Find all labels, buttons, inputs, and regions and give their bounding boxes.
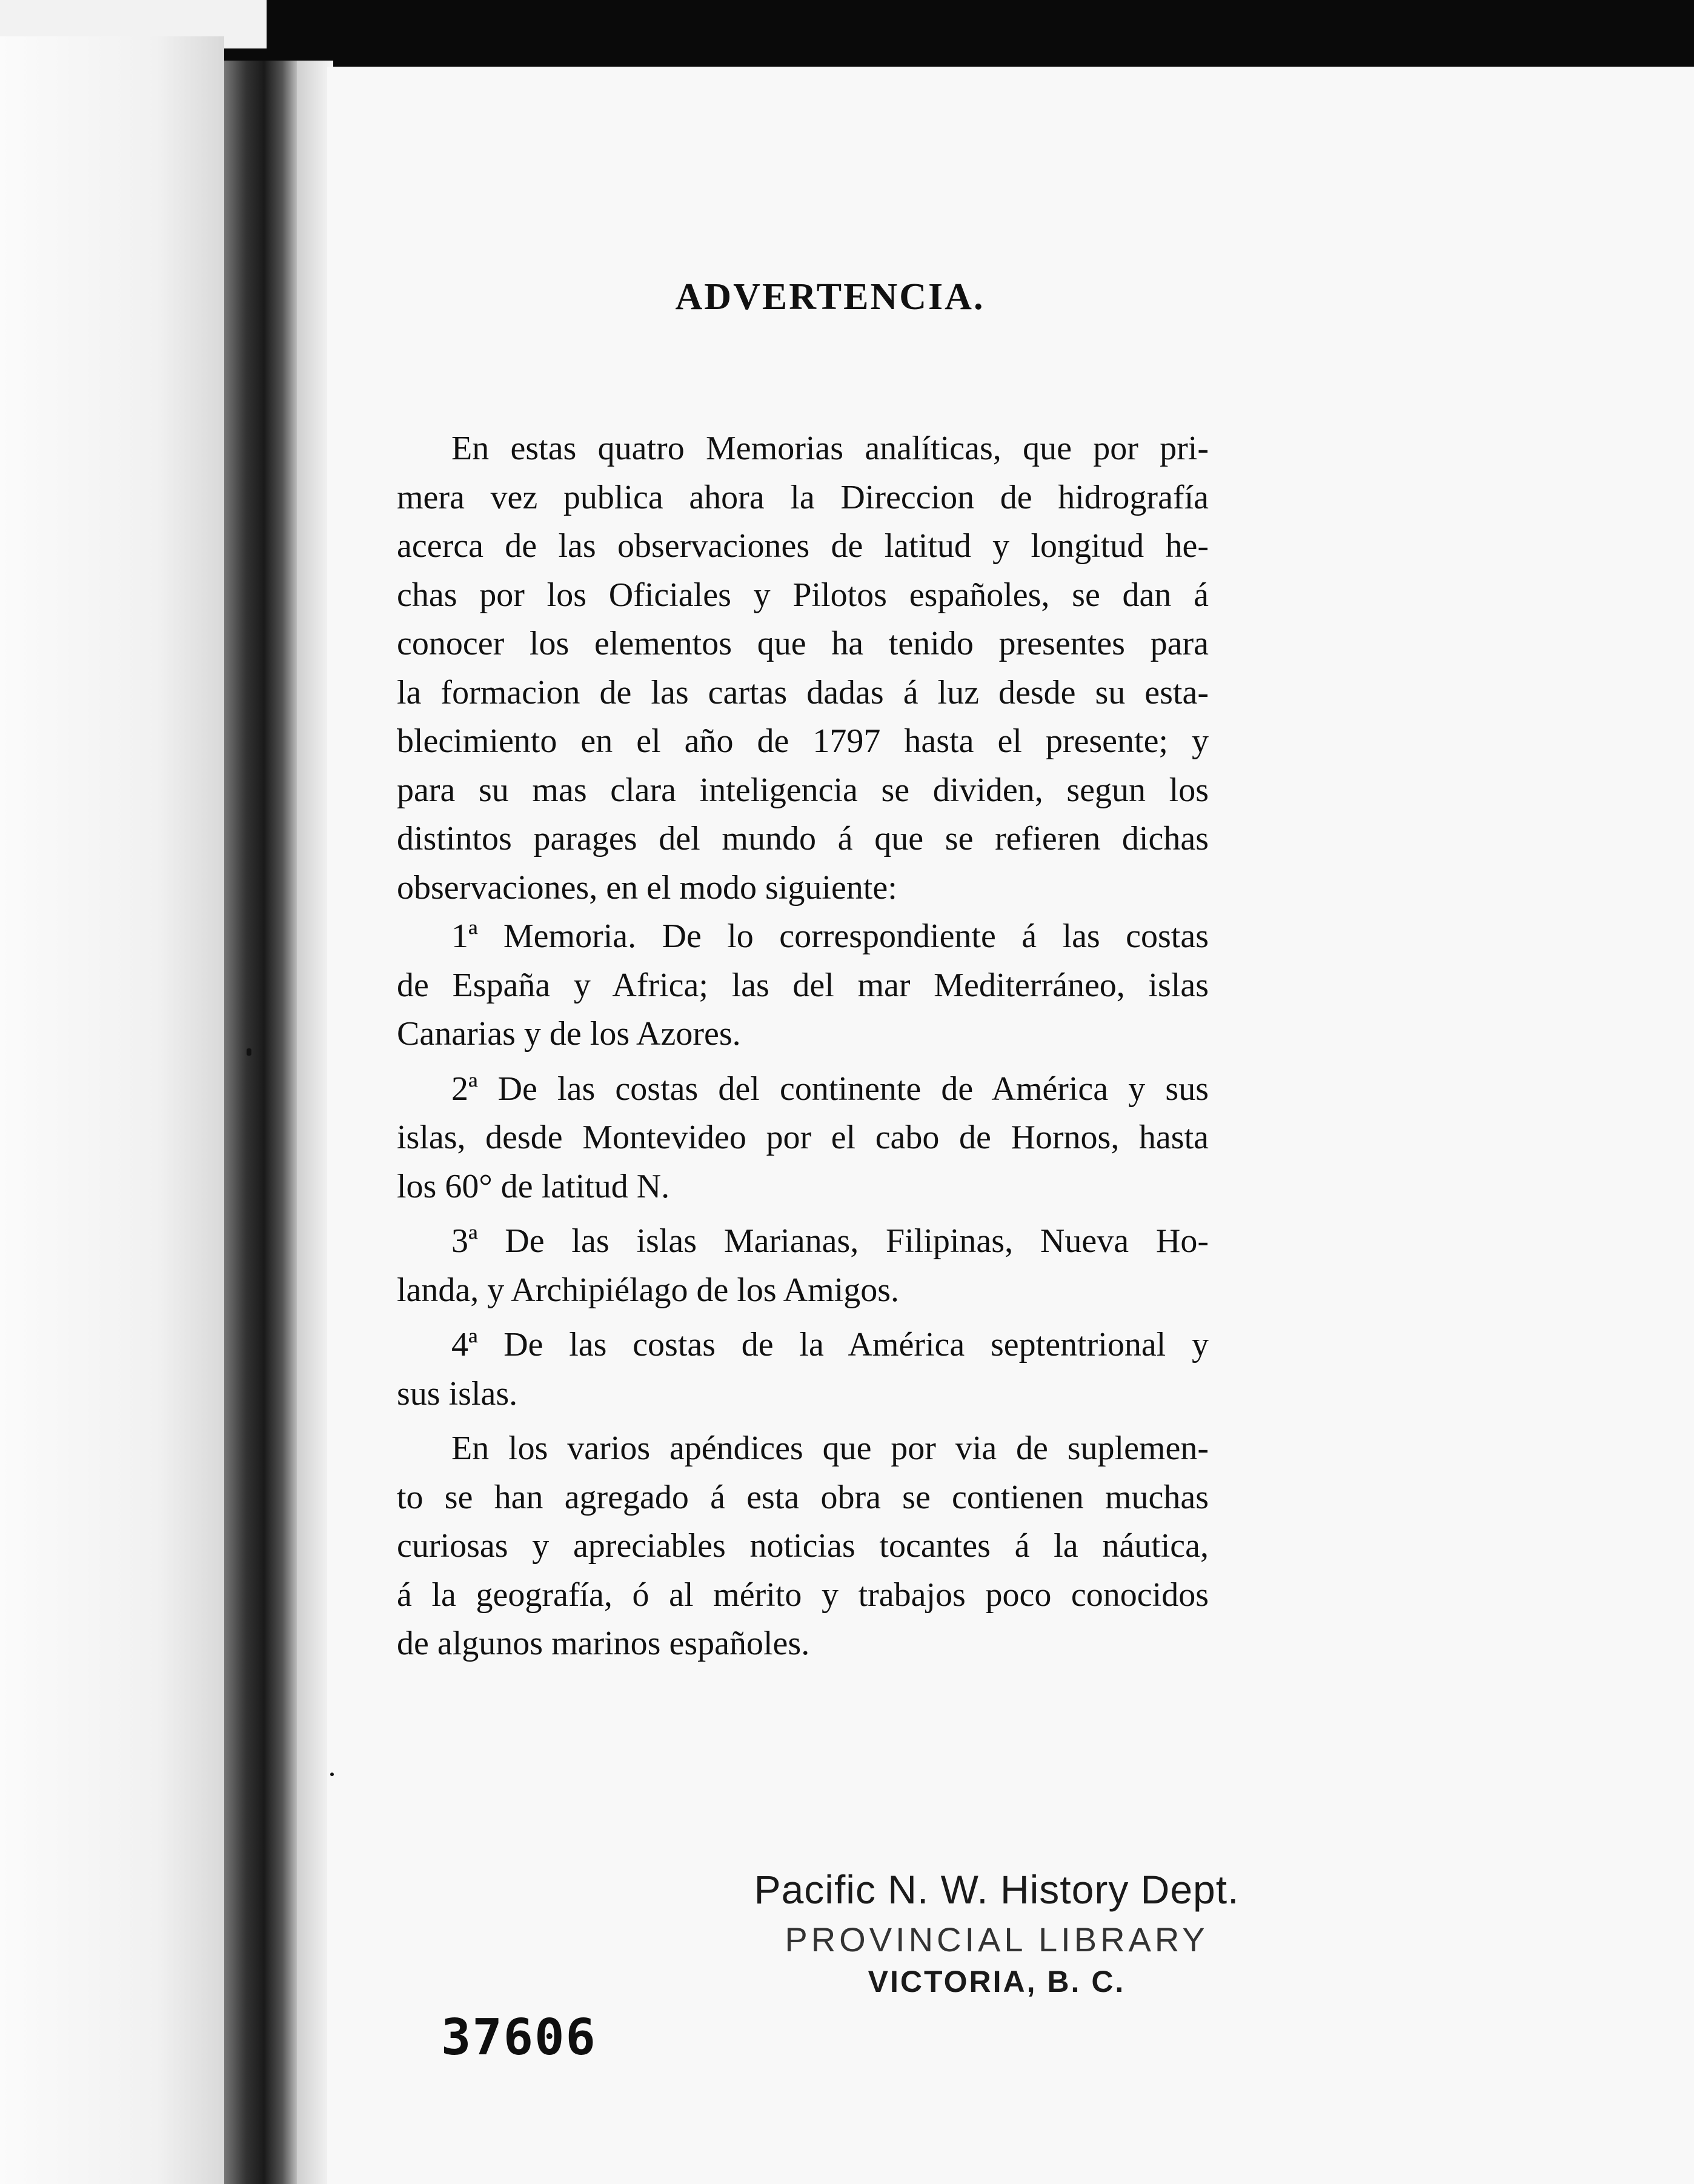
- text-line: acerca de las observaciones de latitud y longitud he-: [397, 527, 1209, 565]
- text-line: los 60° de latitud N.: [397, 1167, 670, 1205]
- ink-speck: [330, 1773, 334, 1776]
- text-line: islas, desde Montevideo por el cabo de Hornos, hasta: [397, 1119, 1209, 1156]
- library-stamp: [724, 1866, 1269, 1999]
- left-page-edge: [0, 36, 224, 2184]
- text-line: para su mas clara inteligencia se dividen, segun los: [397, 771, 1209, 809]
- memoria-item-2: 2ª De las costas del continente de América y sus: [451, 1070, 1209, 1108]
- text-line: la formacion de las cartas dadas á luz desde su esta-: [397, 673, 1209, 711]
- memoria-item-1: 1ª Memoria. De lo correspondiente á las costas: [451, 917, 1209, 955]
- text-line: En estas quatro Memorias analíticas, que por pri-: [451, 430, 1209, 467]
- book-gutter: [224, 61, 297, 2184]
- text-line: mera vez publica ahora la Direccion de hidrografía: [397, 478, 1209, 516]
- text-line: observaciones, en el modo siguiente:: [397, 868, 897, 907]
- stamp-department: Pacific N. W. History Dept.: [754, 1867, 1240, 1912]
- text-line: blecimiento en el año de 1797 hasta el presente; y: [397, 722, 1209, 760]
- memoria-item-4: 4ª De las costas de la América septentrional y: [451, 1326, 1209, 1363]
- ink-speck: [247, 1048, 251, 1056]
- text-line: En los varios apéndices que por via de suplemen-: [451, 1430, 1209, 1467]
- accession-number: 37606: [441, 2009, 597, 2066]
- text-line: to se han agregado á esta obra se contienen muchas: [397, 1478, 1209, 1516]
- text-line: conocer los elementos que ha tenido presentes para: [397, 625, 1209, 662]
- page-title: ADVERTENCIA.: [675, 276, 985, 318]
- stamp-city: VICTORIA, B. C.: [868, 1965, 1126, 1999]
- text-line: distintos parages del mundo á que se refieren dichas: [397, 820, 1209, 857]
- text-line: de algunos marinos españoles.: [397, 1625, 810, 1662]
- text-line: landa, y Archipiélago de los Amigos.: [397, 1271, 899, 1309]
- document-body: [397, 424, 1209, 1668]
- memoria-item-3: 3ª De las islas Marianas, Filipinas, Nueva Ho-: [451, 1222, 1209, 1260]
- stamp-library: PROVINCIAL LIBRARY: [785, 1920, 1209, 1959]
- text-line: de España y Africa; las del mar Mediterráneo, islas: [397, 966, 1209, 1004]
- text-line: chas por los Oficiales y Pilotos españoles, se dan á: [397, 576, 1209, 614]
- text-line: curiosas y apreciables noticias tocantes á la náutica,: [397, 1527, 1209, 1565]
- text-line: Canarias y de los Azores.: [397, 1015, 741, 1053]
- text-line: á la geografía, ó al mérito y trabajos poco conocidos: [397, 1576, 1209, 1614]
- text-line: sus islas.: [397, 1374, 518, 1413]
